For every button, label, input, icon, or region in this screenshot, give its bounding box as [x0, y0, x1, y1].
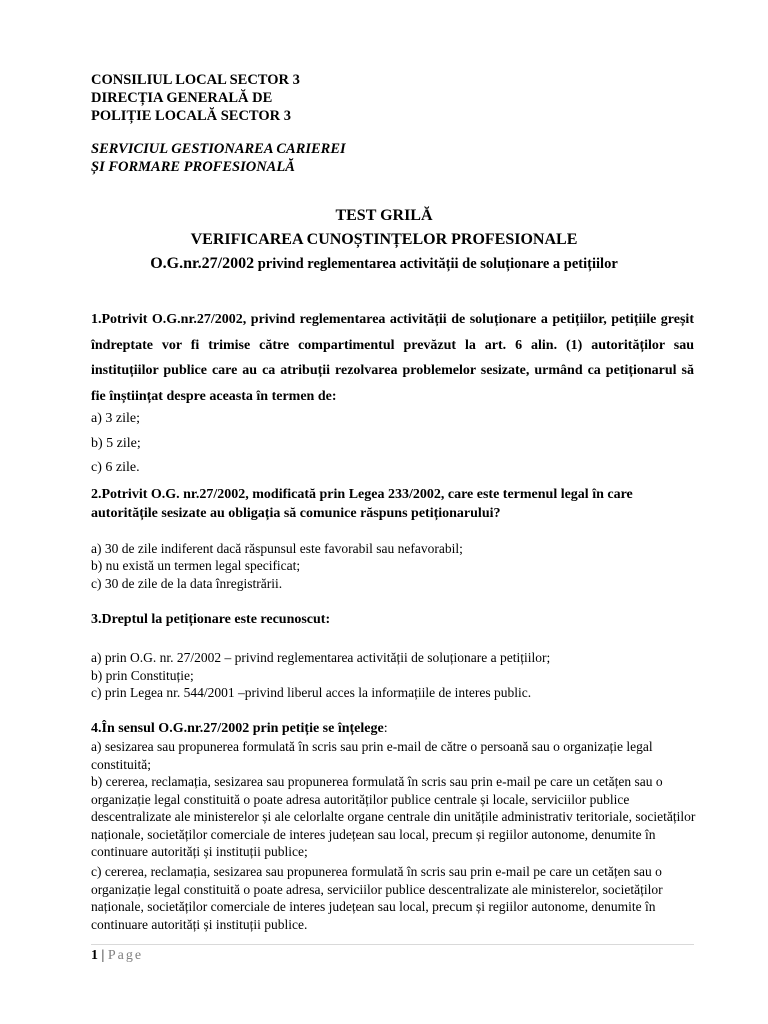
- q2-option-b: b) nu există un termen legal specificat;: [91, 558, 301, 573]
- q1-option-a: a) 3 zile;: [91, 411, 140, 426]
- q3-option-a: a) prin O.G. nr. 27/2002 – privind reglementarea activității de soluționare a petițiilor;: [91, 650, 551, 665]
- question-4: [91, 721, 388, 737]
- title-law-desc: privind reglementarea activității de soluționare a petițiilor: [254, 256, 618, 272]
- q4-option-c: c) cererea, reclamația, sesizarea sau propunerea formulată în scris sau prin e-mail pe care un cetățen sau o organizație legal constituită o poate adresa, serviciilor publice descentralizate ale ministerelor, societăților naționale, societăților comerciale de interes județean sau local, precum și regiilor autonome, denumite în continuare autorități și instituții publice.: [91, 864, 663, 932]
- q4-option-a: a) sesizarea sau propunerea formulată în scris sau prin e-mail de către o persoană sau o organizație legal constituită;: [91, 739, 653, 772]
- doc-title-line-1: TEST GRILĂ: [335, 207, 433, 224]
- org-line-2: DIRECȚIA GENERALĂ DE: [91, 90, 273, 106]
- question-3: 3.Dreptul la petiționare este recunoscut:: [91, 612, 331, 627]
- q1-option-b: b) 5 zile;: [91, 436, 141, 451]
- q4-option-b: b) cererea, reclamația, sesizarea sau propunerea formulată în scris sau prin e-mail pe care un cetățen sau o organizație legal constituită o poate adresa autorităților publice centrale și locale, serviciilor publice descentralizate ale ministerelor și ale celorlalte organe centrale din unitățile administrativ teritoriale, societăților naționale, societăților comerciale de interes județean sau local, precum și regiilor autonome, denumite în continuare autorități și instituții publice;: [91, 774, 696, 859]
- doc-title-line-3: [0, 255, 768, 273]
- q2-option-a: a) 30 de zile indiferent dacă răspunsul este favorabil sau nefavorabil;: [91, 541, 463, 556]
- doc-title-line-2: VERIFICAREA CUNOȘTINȚELOR PROFESIONALE: [190, 231, 578, 248]
- q3-option-c: c) prin Legea nr. 544/2001 –privind liberul acces la informațiile de interes public.: [91, 685, 532, 700]
- footer-divider: [91, 944, 694, 945]
- page-separator: |: [98, 948, 108, 963]
- question-2: 2.Potrivit O.G. nr.27/2002, modificată prin Legea 233/2002, care este termenul legal în care autoritățile sesizate au obligația să comunice răspuns petiționarului?: [91, 487, 633, 521]
- question-4-colon: :: [383, 721, 388, 736]
- service-line-2: ȘI FORMARE PROFESIONALĂ: [91, 159, 295, 175]
- org-line-1: CONSILIUL LOCAL SECTOR 3: [91, 72, 300, 88]
- q3-option-b: b) prin Constituție;: [91, 668, 194, 683]
- service-line-1: SERVICIUL GESTIONAREA CARIEREI: [91, 141, 346, 157]
- q1-option-c: c) 6 zile.: [91, 460, 140, 475]
- page-footer: [91, 948, 143, 964]
- page-label: Page: [107, 948, 144, 963]
- question-4-text: 4.În sensul O.G.nr.27/2002 prin petiție se înțelege: [91, 721, 384, 736]
- q2-option-c: c) 30 de zile de la data înregistrării.: [91, 576, 283, 591]
- title-law-ref: O.G.nr.27/2002: [150, 255, 255, 272]
- page-number: 1: [91, 948, 98, 963]
- org-line-3: POLIȚIE LOCALĂ SECTOR 3: [91, 108, 291, 124]
- question-1: 1.Potrivit O.G.nr.27/2002, privind reglementarea activității de soluționare a petițiilor, petițiile greșit îndreptate vor fi trimise către compartimentul prevăzut la art. 6 alin. (1) autorităților sau instituțiilor publice care au ca atribuții rezolvarea problemelor sesizate, urmând ca petiționarul să fie înștiințat despre aceasta în termen de:: [91, 312, 694, 404]
